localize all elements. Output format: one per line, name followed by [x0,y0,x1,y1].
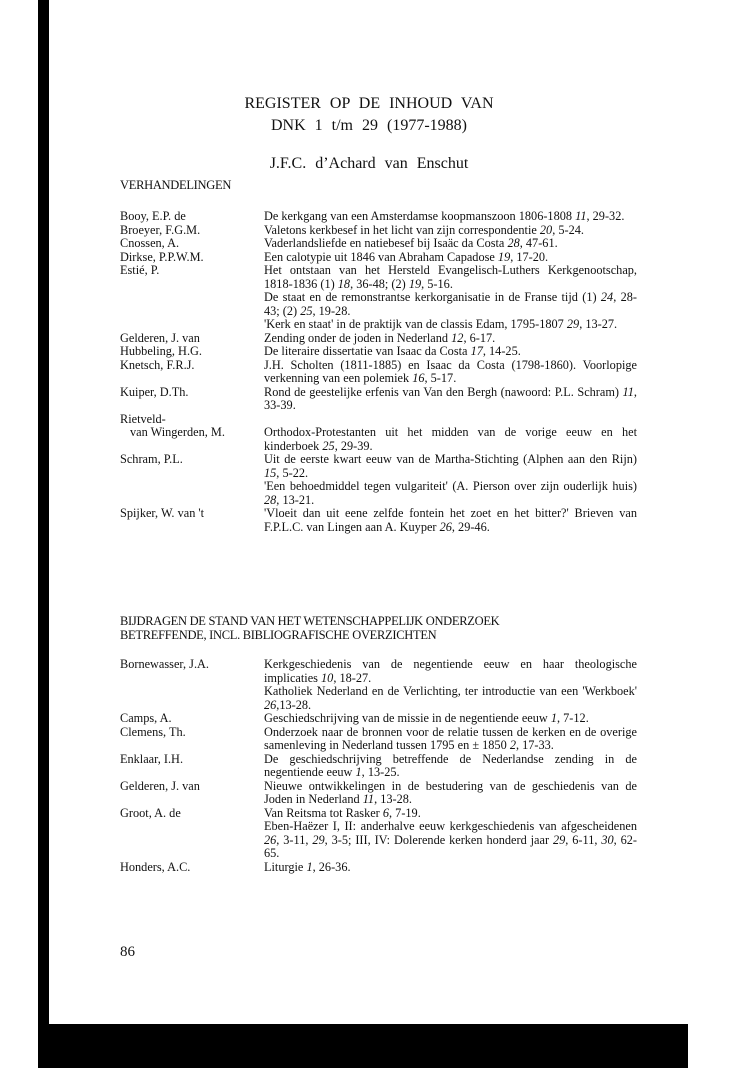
section-heading-verhandelingen [120,179,231,193]
author-name-line: Camps, A. [120,711,172,725]
work-title [264,291,637,318]
volume-number: 28 [507,236,520,250]
author-name-line: Hubbeling, H.G. [120,344,202,358]
work-text: De geschiedschrijving betreffende de Nederlandse zending in de negentiende eeuw [264,751,637,779]
section-heading-line: BETREFFENDE, INCL. BIBLIOGRAFISCHE OVERZICHTEN [120,627,437,642]
work-text: , 28-43; (2) [264,290,637,318]
works-list [264,658,637,712]
work-text: 'Kerk en staat' in de praktijk van de classis Edam, 1795-1807 [264,317,567,331]
author-name-line: Kuiper, D.Th. [120,384,189,399]
work-text: , 5-22. [276,465,309,480]
work-title [264,453,637,480]
volume-number: 1 [550,711,557,725]
author-name [120,807,264,861]
work-text: , 33-39. [264,384,637,412]
author-name-line: Honders, A.C. [120,859,191,874]
work-text: 'Vloeit dan uit eene zelfde fontein het zoet en het bitter?' Brieven van F.P.L.C. van Lingen aan A. Kuyper [264,506,637,534]
work-text: , 6-11, [565,832,602,847]
volume-number: 11 [362,792,375,806]
section-heading-bijdragen [120,615,499,642]
work-text: , 5-17. [424,371,457,385]
volume-number: 10 [321,670,334,685]
works-list [264,210,637,224]
register-entry [120,726,638,753]
register-entry [120,264,638,332]
work-title [264,507,637,534]
author-name [120,453,264,507]
work-text: J.H. Scholten (1811-1885) en Isaac da Costa (1798-1860). Voorlopige verkenning van een polemiek [264,357,637,385]
work-text: Van Reitsma tot Rasker [264,805,383,820]
author-name [120,658,264,712]
volume-number: 12 [451,330,464,345]
author-name-line: Knetsch, F.R.J. [120,357,195,372]
work-title [264,251,637,265]
work-text: ,13-28. [276,697,312,712]
work-text: , 17-33. [515,738,554,752]
volume-number: 29 [552,832,566,847]
author-name [120,359,264,386]
work-text: , 7-19. [389,805,421,820]
work-text: , 19-28. [312,303,351,318]
volume-number: 11 [575,209,587,223]
volume-number: 26 [264,832,277,847]
work-title [264,345,637,359]
author-name [120,507,264,534]
works-list [264,237,637,251]
author-name [120,753,264,780]
register-entry [120,359,638,386]
author-name [120,861,264,875]
author-name-line: Enklaar, I.H. [120,751,184,766]
work-title [264,224,637,238]
register-entry [120,413,638,454]
register-entry [120,332,638,346]
works-list [264,224,637,238]
register-entry [120,507,638,534]
works-list [264,359,637,386]
section-heading-line: VERHANDELINGEN [120,178,232,192]
work-text: Katholiek Nederland en de Verlichting, ter introductie van een 'Werkboek' [264,684,637,698]
author-name-line: Spijker, W. van 't [120,506,205,520]
works-list [264,386,637,413]
section-heading-line: BIJDRAGEN DE STAND VAN HET WETENSCHAPPELIJK ONDERZOEK [120,614,500,628]
work-text: Vaderlandsliefde en natiebesef bij Isaäc da Costa [264,236,508,250]
volume-number: 28 [264,492,277,507]
work-text: , 5-24. [552,222,584,237]
work-text: , 17-20. [510,249,549,264]
author-name-line: Gelderen, J. van [120,330,200,345]
work-text: , 7-12. [557,711,589,725]
register-entry [120,807,638,861]
work-text: , 29-46. [451,519,490,534]
author-name-line: Rietveld- [120,411,166,426]
work-text: Orthodox-Protestanten uit het midden van de vorige eeuw en het kinderboek [264,425,637,453]
register-entry [120,780,638,807]
author-name-line: van Wingerden, M. [130,425,225,439]
author-name [120,780,264,807]
work-title [264,726,637,753]
work-text: , 13-25. [361,765,400,779]
work-title [264,426,637,453]
work-title [264,264,637,291]
work-text: De literaire dissertatie van Isaac da Costa [264,344,471,358]
document-title-line2: DNK 1 t/m 29 (1977-1988) [271,117,467,134]
works-list [264,712,637,726]
works-list [264,332,637,346]
work-text: De kerkgang van een Amsterdamse koopmanszoon 1806-1808 [264,209,576,223]
work-text: , 29-32. [586,209,625,223]
register-entry [120,753,638,780]
works-list [264,453,637,507]
register-entry [120,237,638,251]
work-text: Een calotypie uit 1846 van Abraham Capadose [264,249,498,264]
author-name [120,413,264,454]
page-number: 86 [120,944,135,960]
volume-number: 25 [300,303,313,318]
work-title [264,780,637,807]
work-text: , 26-36. [312,859,351,874]
work-text: , 62-65. [264,832,637,860]
work-text: Liturgie [264,859,307,874]
volume-number: 11 [622,384,634,399]
volume-number: 30 [601,832,614,847]
volume-number: 29 [566,317,580,331]
work-text: Eben-Haëzer I, II: anderhalve eeuw kerkgeschiedenis van afgescheidenen [264,819,637,833]
work-text: De staat en de remonstrantse kerkorganisatie in de Franse tijd (1) [264,290,601,304]
work-title [264,210,637,224]
author-name [120,264,264,332]
work-title [264,332,637,346]
author-name [120,224,264,238]
scan-border-bottom [38,1024,688,1068]
work-title [264,685,637,712]
volume-number: 1 [306,859,313,874]
volume-number: 29 [312,832,325,847]
author-name [120,712,264,726]
volume-number: 18 [337,276,351,291]
work-text: 'Een behoedmiddel tegen vulgariteit' (A. Pierson over zijn ouderlijk huis) [264,479,637,493]
register-entry [120,251,638,265]
work-text: Nieuwe ontwikkelingen in de bestudering van de geschiedenis van de Joden in Nederland [264,778,637,806]
section-bijdragen [120,658,638,874]
works-list [264,753,637,780]
works-list [264,507,637,534]
work-title [264,807,637,821]
volume-number: 19 [497,249,511,264]
work-text: , 13-27. [579,317,618,331]
register-entry [120,345,638,359]
work-text: , 3-11, [276,832,313,847]
volume-number: 25 [322,438,335,453]
work-title [264,386,637,413]
author-name-line: Gelderen, J. van [120,778,200,793]
work-title [264,712,637,726]
author-name-line: Broeyer, F.G.M. [120,222,201,237]
register-entry [120,453,638,507]
work-title [264,753,637,780]
register-entry [120,224,638,238]
author-name-line: Cnossen, A. [120,236,180,250]
works-list [264,251,637,265]
author-name-line: Dirkse, P.P.W.M. [120,249,204,264]
author-name-line: Groot, A. de [120,805,181,820]
volume-number: 19 [408,276,422,291]
works-list [264,807,637,861]
volume-number: 15 [264,465,277,480]
works-list [264,413,637,454]
register-entry [120,658,638,712]
author-name-line: Clemens, Th. [120,724,186,739]
document-title-line1: REGISTER OP DE INHOUD VAN [244,95,494,112]
section-verhandelingen [120,210,638,534]
works-list [264,780,637,807]
work-text: Het ontstaan van het Hersteld Evangelisch-Luthers Kerkgenootschap, 1818-1836 (1) [264,263,637,291]
volume-number: 16 [412,371,425,385]
author-name [120,237,264,251]
volume-number: 17 [470,344,483,358]
work-title [264,318,637,332]
works-list [264,264,637,332]
author-name [120,726,264,753]
volume-number: 26 [264,697,277,712]
author-name [120,386,264,413]
work-text: , 3-5; III, IV: Dolerende kerken honderd jaar [324,832,553,847]
work-text: , 14-25. [482,344,521,358]
author-name [120,345,264,359]
work-text: , 29-39. [334,438,373,453]
register-entry [120,861,638,875]
volume-number: 26 [439,519,452,534]
author-name-line: Booy, E.P. de [120,209,186,223]
document-author: J.F.C. d’Achard van Enschut [269,155,469,172]
register-entry [120,386,638,413]
work-text: Geschiedschrijving van de missie in de negentiende eeuw [264,711,551,725]
work-title [264,237,637,251]
work-text: , 47-61. [519,236,558,250]
author-name-line: Bornewasser, J.A. [120,657,209,671]
work-title [264,480,637,507]
works-list [264,345,637,359]
works-list [264,861,637,875]
work-text: Uit de eerste kwart eeuw van de Martha-Stichting (Alphen aan den Rijn) [264,452,637,466]
work-text: , 36-48; (2) [350,276,409,291]
work-title [264,359,637,386]
register-entry [120,210,638,224]
author-name [120,251,264,265]
work-title [264,820,637,861]
work-text: , 18-27. [333,670,372,685]
works-list [264,726,637,753]
volume-number: 6 [382,805,390,820]
volume-number: 20 [539,222,553,237]
work-text: , 6-17. [463,330,496,345]
work-text: , 13-21. [276,492,315,507]
work-text: Rond de geestelijke erfenis van Van den Bergh (nawoord: P.L. Schram) [264,384,623,399]
volume-number: 24 [600,290,614,304]
work-title [264,658,637,685]
author-name [120,332,264,346]
work-text: , 13-28. [374,792,412,806]
work-title [264,861,637,875]
register-entry [120,712,638,726]
work-text: Valetons kerkbesef in het licht van zijn correspondentie [264,222,540,237]
author-name-line: Estié, P. [120,263,160,277]
author-name-line: Schram, P.L. [120,452,183,466]
work-text: Kerkgeschiedenis van de negentiende eeuw en haar theologische implicaties [264,657,637,685]
volume-number: 1 [355,765,362,779]
work-text: Zending onder de joden in Nederland [264,330,452,345]
volume-number: 2 [509,738,516,752]
author-name [120,210,264,224]
work-text: , 5-16. [421,276,453,291]
work-text: Onderzoek naar de bronnen voor de relatie tussen de kerken en de overige samenleving in Nederland tussen 1795 en ± 1850 [264,724,637,752]
